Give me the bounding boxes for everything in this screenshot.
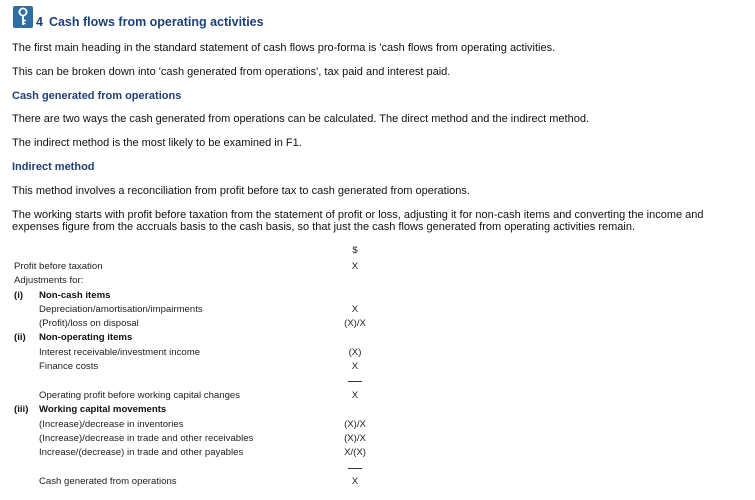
inventories-label: (Increase)/decrease in inventories (39, 419, 184, 430)
operating-profit-value: X (351, 390, 359, 401)
paragraph-2: This can be broken down into 'cash generated from operations', tax paid and interest paid. (12, 66, 451, 78)
subheading-cash-generated: Cash generated from operations (12, 90, 182, 102)
interest-receivable-label: Interest receivable/investment income (39, 347, 201, 358)
payables-label: Increase/(decrease) in trade and other payables (39, 447, 244, 458)
finance-costs-value: X (351, 361, 359, 372)
operating-profit-label: Operating profit before working capital changes (39, 390, 241, 401)
section-3-number: (iii) (14, 404, 29, 415)
section-2-number: (ii) (14, 332, 26, 343)
subtotal-rule (348, 381, 362, 382)
section-1-number: (i) (14, 290, 24, 301)
finance-costs-label: Finance costs (39, 361, 99, 372)
section-number: 4 (36, 15, 43, 29)
section-title: Cash flows from operating activities (48, 15, 264, 29)
profit-label: Profit before taxation (14, 261, 103, 272)
payables-value: X/(X) (344, 447, 366, 458)
receivables-label: (Increase)/decrease in trade and other receivables (39, 433, 254, 444)
section-heading (36, 15, 264, 29)
paragraph-5: This method involves a reconciliation from profit before tax to cash generated from operations. (12, 185, 470, 197)
paragraph-6: The working starts with profit before taxation from the statement of profit or loss, adjusting it for non-cash items and converting the income and expenses figure from the accruals basis to the cash basis, so that just the cash flows generated from operating activities remain. (12, 209, 704, 233)
section-3-title: Working capital movements (39, 404, 167, 415)
adjustments-label: Adjustments for: (14, 275, 84, 286)
profit-value: X (351, 261, 359, 272)
disposal-value: (X)/X (344, 318, 366, 329)
cash-generated-label: Cash generated from operations (39, 476, 177, 487)
subheading-indirect-method: Indirect method (12, 161, 95, 173)
total-rule (348, 468, 362, 469)
disposal-label: (Profit)/loss on disposal (39, 318, 139, 329)
paragraph-4: The indirect method is the most likely to be examined in F1. (12, 137, 302, 149)
currency-header: $ (352, 245, 358, 256)
depreciation-label: Depreciation/amortisation/impairments (39, 304, 203, 315)
key-icon (13, 6, 33, 28)
interest-receivable-value: (X) (348, 347, 362, 358)
paragraph-3: There are two ways the cash generated from operations can be calculated. The direct method and the indirect method. (12, 113, 590, 125)
depreciation-value: X (351, 304, 359, 315)
cash-generated-value: X (351, 476, 359, 487)
receivables-value: (X)/X (344, 433, 366, 444)
inventories-value: (X)/X (344, 419, 366, 430)
section-2-title: Non-operating items (39, 332, 133, 343)
section-1-title: Non-cash items (39, 290, 111, 301)
paragraph-1: The first main heading in the standard statement of cash flows pro-forma is 'cash flows from operating activities. (12, 42, 556, 54)
